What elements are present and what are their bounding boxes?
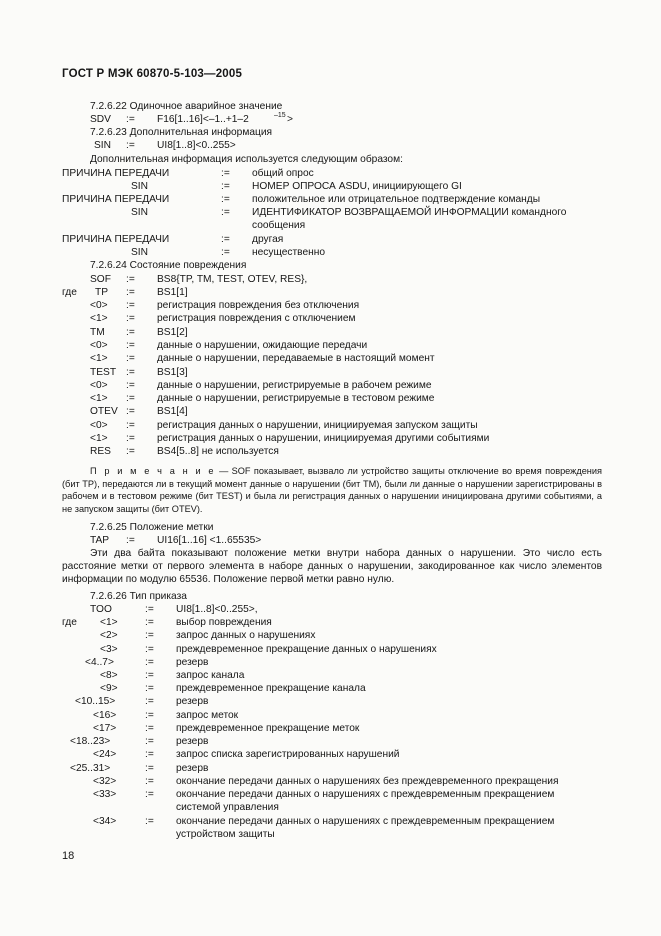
row-cell: := [221,194,230,205]
row-cell: 7.2.6.25 Положение метки [90,522,214,533]
row-cell: := [145,749,154,760]
text-row [0,206,661,219]
text-row [0,259,661,272]
row-superscript: –15 [274,112,286,119]
row-cell: := [126,420,135,431]
text-row [0,246,661,259]
row-cell: другая [252,234,284,245]
row-cell: := [126,433,135,444]
row-cell: := [126,367,135,378]
text-row [0,788,661,801]
row-cell: := [126,274,135,285]
row-cell: <1> [100,617,118,628]
row-cell: ИДЕНТИФИКАТОР ВОЗВРАЩАЕМОЙ ИНФОРМАЦИИ командного [252,207,567,218]
row-cell: := [145,723,154,734]
row-cell: <25..31> [70,763,111,774]
row-cell: окончание передачи данных о нарушениях с преждевременным прекращением [176,789,555,800]
row-cell: <24> [93,749,117,760]
row-cell: устройством защиты [176,829,275,840]
row-cell: 7.2.6.26 Тип приказа [90,591,187,602]
text-row [0,419,661,432]
row-cell: := [145,763,154,774]
row-cell: <8> [100,670,118,681]
text-row [0,366,661,379]
row-cell: <34> [93,816,117,827]
row-cell: запрос данных о нарушениях [176,630,316,641]
row-cell: системой управления [176,802,279,813]
row-cell: := [145,736,154,747]
row-cell: <32> [93,776,117,787]
row-cell: данные о нарушении, регистрируемые в тестовом режиме [157,393,435,404]
row-cell: := [221,168,230,179]
row-cell: <4..7> [85,657,114,668]
row-cell: <3> [100,644,118,655]
text-row [0,219,661,232]
text-row [0,656,661,669]
document-header: ГОСТ Р МЭК 60870-5-103—2005 [62,68,243,80]
text-row [0,100,661,113]
note-label: П р и м е ч а н и е [90,466,216,476]
row-cell: BS4[5..8] не используется [157,446,279,457]
row-cell: := [221,247,230,258]
row-cell: <1> [90,393,108,404]
row-cell: TP [95,287,109,298]
row-cell: := [126,353,135,364]
row-cell: 7.2.6.22 Одиночное аварийное значение [90,101,283,112]
text-row [0,534,661,547]
row-cell: SDV [90,114,111,125]
row-cell: := [126,313,135,324]
row-cell: окончание передачи данных о нарушениях без преждевременного прекращения [176,776,559,787]
row-cell: <0> [90,300,108,311]
row-cell: RES [90,446,111,457]
note-paragraph [62,465,602,515]
text-row [0,233,661,246]
row-cell: ПРИЧИНА ПЕРЕДАЧИ [62,194,170,205]
row-cell: BS1[3] [157,367,188,378]
row-cell: := [126,393,135,404]
text-row [0,153,661,166]
row-cell: := [126,446,135,457]
text-row [0,709,661,722]
row-cell: <10..15> [75,696,116,707]
row-cell: := [126,535,135,546]
text-row [0,682,661,695]
row-cell: UI8[1..8]<0..255> [157,140,236,151]
text-row [0,775,661,788]
row-cell: BS1[2] [157,327,188,338]
row-cell: окончание передачи данных о нарушениях с преждевременным прекращением [176,816,555,827]
row-cell: F16[1..16]<–1..+1–2 [157,114,249,125]
text-row [0,113,661,126]
row-cell: UI8[1..8]<0..255>, [176,604,258,615]
row-cell: регистрация повреждения без отключения [157,300,360,311]
row-cell: положительное или отрицательное подтверждение команды [252,194,541,205]
text-row [0,616,661,629]
text-row [0,379,661,392]
row-cell: := [145,683,154,694]
row-cell: UI16[1..16] <1..65535> [157,535,262,546]
text-row [0,167,661,180]
text-row [0,722,661,735]
row-cell: SIN [131,207,148,218]
row-cell: несущественно [252,247,326,258]
row-cell: <33> [93,789,117,800]
row-cell: TEST [90,367,117,378]
row-cell: := [221,207,230,218]
text-row [0,762,661,775]
row-cell: := [145,816,154,827]
row-cell: := [145,696,154,707]
text-row [0,299,661,312]
row-cell: := [145,776,154,787]
row-cell: общий опрос [252,168,314,179]
row-cell: <1> [90,433,108,444]
row-cell: резерв [176,763,209,774]
row-cell: 7.2.6.23 Дополнительная информация [90,127,273,138]
text-row [0,180,661,193]
row-cell: := [126,140,135,151]
text-row [0,286,661,299]
text-row [0,405,661,418]
row-cell: OTEV [90,406,118,417]
row-cell: где [62,287,77,298]
row-cell: НОМЕР ОПРОСА ASDU, инициирующего GI [252,181,462,192]
row-cell: запрос списка зарегистрированных нарушений [176,749,400,760]
text-row [0,339,661,352]
row-cell: SIN [94,140,111,151]
row-cell: резерв [176,696,209,707]
text-row [0,273,661,286]
text-row [0,643,661,656]
text-row [0,193,661,206]
text-row [0,126,661,139]
row-cell: BS1[4] [157,406,188,417]
row-cell: где [62,617,77,628]
row-cell: := [221,234,230,245]
text-row [0,326,661,339]
row-cell: := [126,287,135,298]
row-cell: запрос меток [176,710,239,721]
row-cell: регистрация повреждения с отключением [157,313,356,324]
row-cell: данные о нарушении, ожидающие передачи [157,340,368,351]
row-cell: SOF [90,274,111,285]
row-superscript: > [287,114,293,125]
row-cell: <0> [90,420,108,431]
row-cell: SIN [131,247,148,258]
row-cell: TOO [90,604,112,615]
row-cell: Дополнительная информация используется следующим образом: [90,154,403,165]
text-row [0,801,661,814]
row-cell: <17> [93,723,117,734]
text-row [0,748,661,761]
text-row [0,695,661,708]
row-cell: <1> [90,353,108,364]
row-cell: := [126,114,135,125]
row-cell: := [145,789,154,800]
row-cell: := [145,670,154,681]
row-cell: <9> [100,683,118,694]
row-cell: TAP [90,535,110,546]
row-cell: регистрация данных о нарушении, инициируемая другими событиями [157,433,490,444]
note-text: — SOF показывает, вызвало ли устройство защиты отключение во время повреждения (бит TP), передаются ли в текущий момент данные о нарушении (бит TM), были ли данные о нарушении зарегистрированы в рабочем и в тестовом режиме (бит TEST) и была ли регистрация данных о нарушении инициирована другими событиями, а не запуском защиты (бит OTEV). [62,466,602,514]
row-cell: := [126,340,135,351]
text-row [0,139,661,152]
row-cell: резерв [176,736,209,747]
row-cell: ПРИЧИНА ПЕРЕДАЧИ [62,168,170,179]
tap-description-text: Эти два байта показывают положение метки внутри набора данных о нарушении. Это число есть расстояние метки от первого элемента в наборе данных о нарушении, закодированное как число элементов информации по модулю 65536. Положение первой метки равно нулю. [62,548,602,585]
row-cell: := [145,644,154,655]
row-cell: преждевременное прекращение данных о нарушениях [176,644,437,655]
row-cell: := [126,300,135,311]
text-row [0,445,661,458]
text-row [0,312,661,325]
row-cell: регистрация данных о нарушении, инициируемая запуском защиты [157,420,478,431]
row-cell: выбор повреждения [176,617,272,628]
row-cell: SIN [131,181,148,192]
page-number: 18 [62,850,75,862]
row-cell: <0> [90,340,108,351]
row-cell: преждевременное прекращение канала [176,683,366,694]
text-row [0,629,661,642]
row-cell: <1> [90,313,108,324]
row-cell: := [145,657,154,668]
row-cell: := [126,327,135,338]
row-cell: := [145,710,154,721]
text-row [0,828,661,841]
row-cell: := [126,380,135,391]
text-row [0,392,661,405]
row-cell: резерв [176,657,209,668]
text-row [0,521,661,534]
text-row [0,352,661,365]
row-cell: преждевременное прекращение меток [176,723,360,734]
row-cell: := [126,406,135,417]
text-row [0,735,661,748]
text-row [0,669,661,682]
row-cell: сообщения [252,220,306,231]
row-cell: запрос канала [176,670,245,681]
row-cell: := [145,630,154,641]
row-cell: BS8{TP, TM, TEST, OTEV, RES}, [157,274,308,285]
row-cell: <2> [100,630,118,641]
row-cell: <0> [90,380,108,391]
text-row [0,603,661,616]
text-row [0,432,661,445]
row-cell: := [221,181,230,192]
row-cell: 7.2.6.24 Состояние повреждения [90,260,247,271]
row-cell: <16> [93,710,117,721]
row-cell: TM [90,327,105,338]
row-cell: данные о нарушении, регистрируемые в рабочем режиме [157,380,432,391]
row-cell: <18..23> [70,736,111,747]
row-cell: BS1[1] [157,287,188,298]
row-cell: := [145,617,154,628]
text-row [0,590,661,603]
row-cell: данные о нарушении, передаваемые в настоящий момент [157,353,435,364]
tap-description-paragraph [62,547,602,586]
row-cell: ПРИЧИНА ПЕРЕДАЧИ [62,234,170,245]
text-row [0,815,661,828]
row-cell: := [145,604,154,615]
